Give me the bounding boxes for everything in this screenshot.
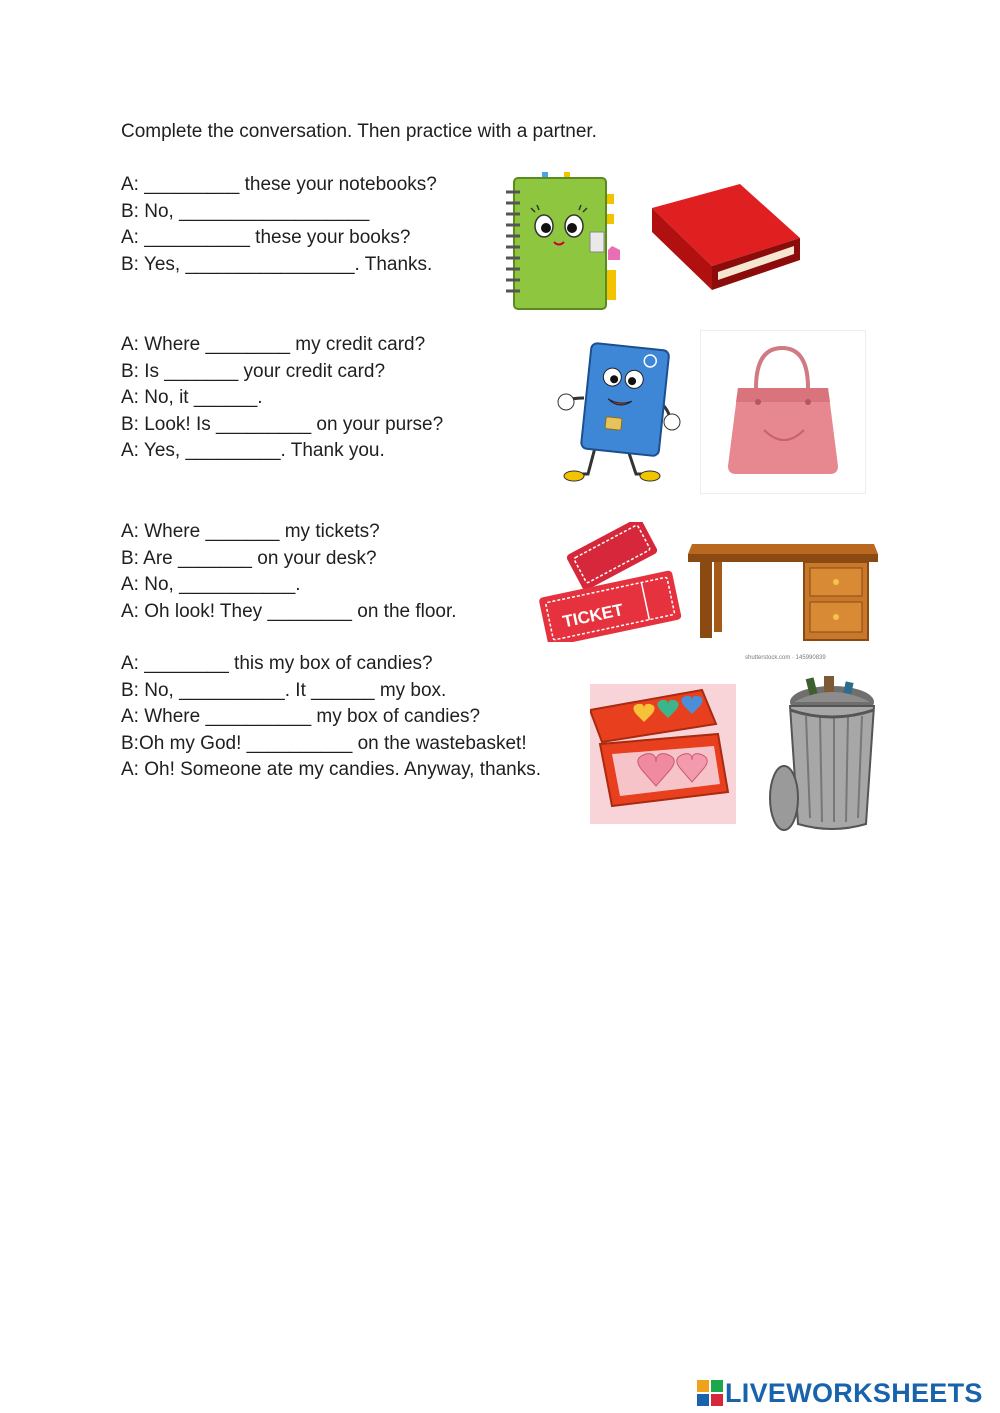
notebook-picture (502, 170, 624, 312)
dialogue-line[interactable]: B: Look! Is _________ on your purse? (121, 413, 444, 435)
stock-caption: shutterstock.com · 145990839 (745, 655, 826, 661)
dialogue-line[interactable]: B: Yes, ________________. Thanks. (121, 253, 433, 275)
ticket-label: TICKET (560, 600, 625, 632)
credit-card-picture (556, 340, 684, 484)
dialogue-4 (121, 651, 541, 784)
dialogue-line[interactable]: A: __________ these your books? (121, 227, 411, 249)
dialogue-line[interactable]: A: Oh look! They ________ on the floor. (121, 600, 457, 622)
dialogue-2 (121, 332, 443, 465)
instructions: Complete the conversation. Then practice with a partner. (121, 121, 597, 142)
wastebasket-picture (764, 672, 886, 834)
dialogue-line[interactable]: A: No, it ______. (121, 387, 263, 409)
dialogue-line[interactable]: B: No, __________. It ______ my box. (121, 679, 447, 701)
candy-box-picture (590, 684, 736, 824)
dialogue-1 (121, 172, 437, 278)
desk-picture (688, 536, 880, 642)
brand-name: LIVEWORKSHEETS (725, 1377, 983, 1408)
dialogue-line[interactable]: A: Yes, _________. Thank you. (121, 440, 385, 462)
dialogue-line[interactable]: A: Where __________ my box of candies? (121, 706, 481, 728)
liveworksheets-logo (697, 1376, 983, 1410)
dialogue-line[interactable]: A: ________ this my box of candies? (121, 653, 433, 674)
dialogue-line[interactable]: B: Is _______ your credit card? (121, 360, 386, 382)
dialogue-line[interactable]: B: Are _______ on your desk? (121, 547, 377, 569)
dialogue-line[interactable]: A: _________ these your notebooks? (121, 174, 437, 195)
book-picture (648, 182, 804, 294)
dialogue-line[interactable]: A: No, ___________. (121, 574, 301, 596)
dialogue-line[interactable]: B:Oh my God! __________ on the wastebasket! (121, 732, 527, 754)
dialogue-3 (121, 519, 457, 625)
purse-picture (700, 330, 866, 494)
tickets-picture (534, 522, 682, 642)
dialogue-line[interactable]: B: No, __________________ (121, 200, 370, 222)
dialogue-line[interactable]: A: Where ________ my credit card? (121, 334, 426, 355)
dialogue-line[interactable]: A: Oh! Someone ate my candies. Anyway, thanks. (121, 759, 541, 781)
liveworksheets-mark-icon (697, 1380, 723, 1406)
dialogue-line[interactable]: A: Where _______ my tickets? (121, 521, 380, 542)
